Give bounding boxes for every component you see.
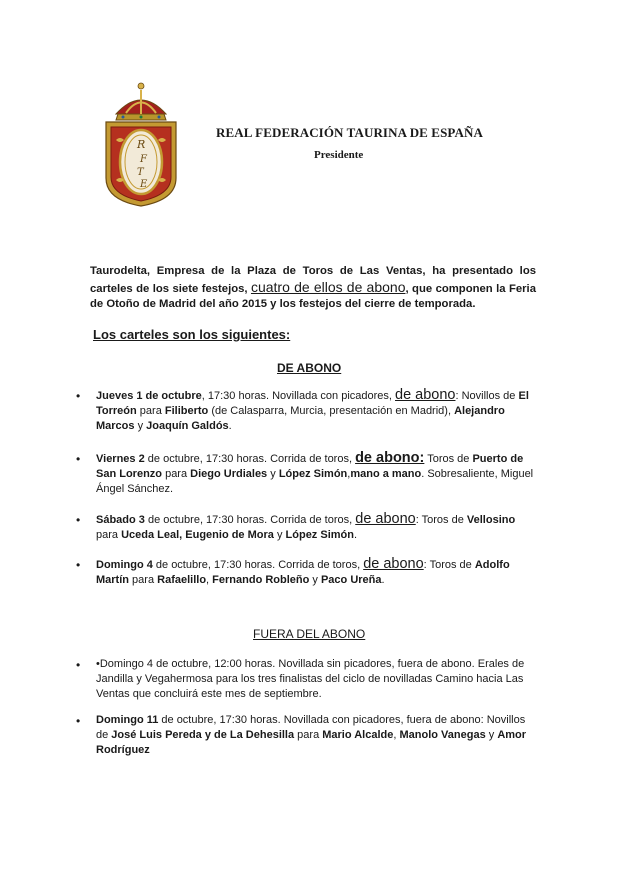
organization-name: REAL FEDERACIÓN TAURINA DE ESPAÑA [216,125,483,140]
crown-icon [116,83,166,120]
event-text: . [228,420,232,432]
event-text: de octubre, 17:30 horas. Corrida de toros, [152,559,364,571]
intro-paragraph [90,264,536,313]
event-text: para [162,468,191,480]
svg-text:F: F [140,154,147,165]
list-item [76,556,536,588]
event-text: de octubre, 17:30 horas. Corrida de toros, [144,514,356,526]
event-format: mano a mano [350,468,422,480]
event-text: , [206,574,213,586]
event-text: , [347,468,351,480]
bullfighter-name: Filiberto [164,405,209,417]
event-text: . [381,574,385,586]
event-text: para [129,574,158,586]
event-date: Sábado 3 [96,514,145,526]
intro-highlight: cuatro de ellos de abono [250,278,406,295]
intro-text: , que componen la Feria de Otoño de Madrid del año 2015 y los festejos del cierre de temporada. [90,282,536,311]
intro-text: Taurodelta, Empresa de la Plaza de Toros de Las Ventas, ha presentado los carteles de los siete festejos, [90,265,536,295]
list-item [76,713,536,758]
bullfighter-name: Fernando Robleño [212,574,310,586]
organization-role: Presidente [314,149,364,161]
bullfighter-name: López Simón [285,529,354,541]
bullet: • [76,389,81,403]
ranch-name: El Torreón [96,390,529,417]
event-text: de octubre, 17:30 horas. Corrida de toros, [144,453,356,465]
shield-icon [106,122,176,206]
bullet: • [76,558,81,572]
list-item [76,450,536,497]
list-heading: Los carteles son los siguientes: [93,327,291,342]
federation-crest-logo [96,80,186,208]
bullfighter-name: Manolo Vanegas [399,729,486,741]
abono-tag: de abono: [355,450,425,466]
event-text: Toros de [424,453,473,465]
svg-text:T: T [137,167,144,178]
event-date: Viernes 2 [96,453,145,465]
event-text: y [309,574,321,586]
event-text: , [393,729,400,741]
ranch-name: Vellosino [466,514,516,526]
bullfighter-name: Alejandro Marcos [96,405,505,432]
event-text: •Domingo 4 de octubre, 12:00 horas. Novillada sin picadores, fuera de abono. Erales de Jandilla y Vegahermosa para los tres finalistas del ciclo de novilladas Camino hacia Las Ventas que concluirá este mes de septiembre. [96,658,525,700]
abono-tag: de abono [395,387,456,403]
abono-tag: de abono [363,556,424,572]
bullet: • [76,513,81,527]
bullfighter-name: López Simón [278,468,348,480]
event-text: de octubre, 17:30 horas. Novillada con picadores, fuera de abono: Novillos de [96,714,526,741]
event-date: Domingo 4 [96,559,153,571]
event-text: , 17:30 horas. Novillada con picadores, [201,390,396,402]
ranch-name: José Luis Pereda y de La Dehesilla [111,729,295,741]
event-text: para [294,729,323,741]
bullfighter-name: Amor Rodríguez [96,729,527,756]
bullfighter-name: Joaquín Galdós [146,420,229,432]
event-text: : Toros de [415,514,467,526]
section-heading-fuera: FUERA DEL ABONO [253,627,366,641]
event-text: : Novillos de [455,390,519,402]
bullfighter-name: Mario Alcalde [322,729,394,741]
event-text: . [353,529,358,541]
ranch-name: Adolfo Martín [96,559,510,586]
svg-text:R: R [137,138,146,151]
event-date: Jueves 1 de octubre [96,390,202,402]
bullet: • [76,452,81,466]
event-text: y [134,420,147,432]
bullfighter-name: Uceda Leal, Eugenio de Mora [121,529,274,541]
bullet: • [76,658,81,672]
abono-tag: de abono [355,511,416,527]
bullfighter-name: Rafaelillo [157,574,207,586]
list-item [76,657,536,702]
section-heading-abono: DE ABONO [277,361,342,375]
bullet: • [76,714,81,728]
ranch-name: Puerto de San Lorenzo [96,453,524,480]
event-text: y [273,529,286,541]
bullfighter-name: Diego Urdiales [190,468,268,480]
event-date: Domingo 11 [96,714,159,726]
svg-text:E: E [140,179,148,190]
event-text: para [136,405,165,417]
bullfighter-name: Paco Ureña [320,574,382,586]
event-text: . Sobresaliente, Miguel Ángel Sánchez. [96,468,534,495]
event-text: y [267,468,279,480]
event-text: para [96,529,122,541]
event-text: (de Calasparra, Murcia, presentación en Madrid), [208,405,455,417]
list-item [76,387,536,434]
event-text: : Toros de [423,559,475,571]
event-text: y [485,729,498,741]
list-item [76,511,536,543]
